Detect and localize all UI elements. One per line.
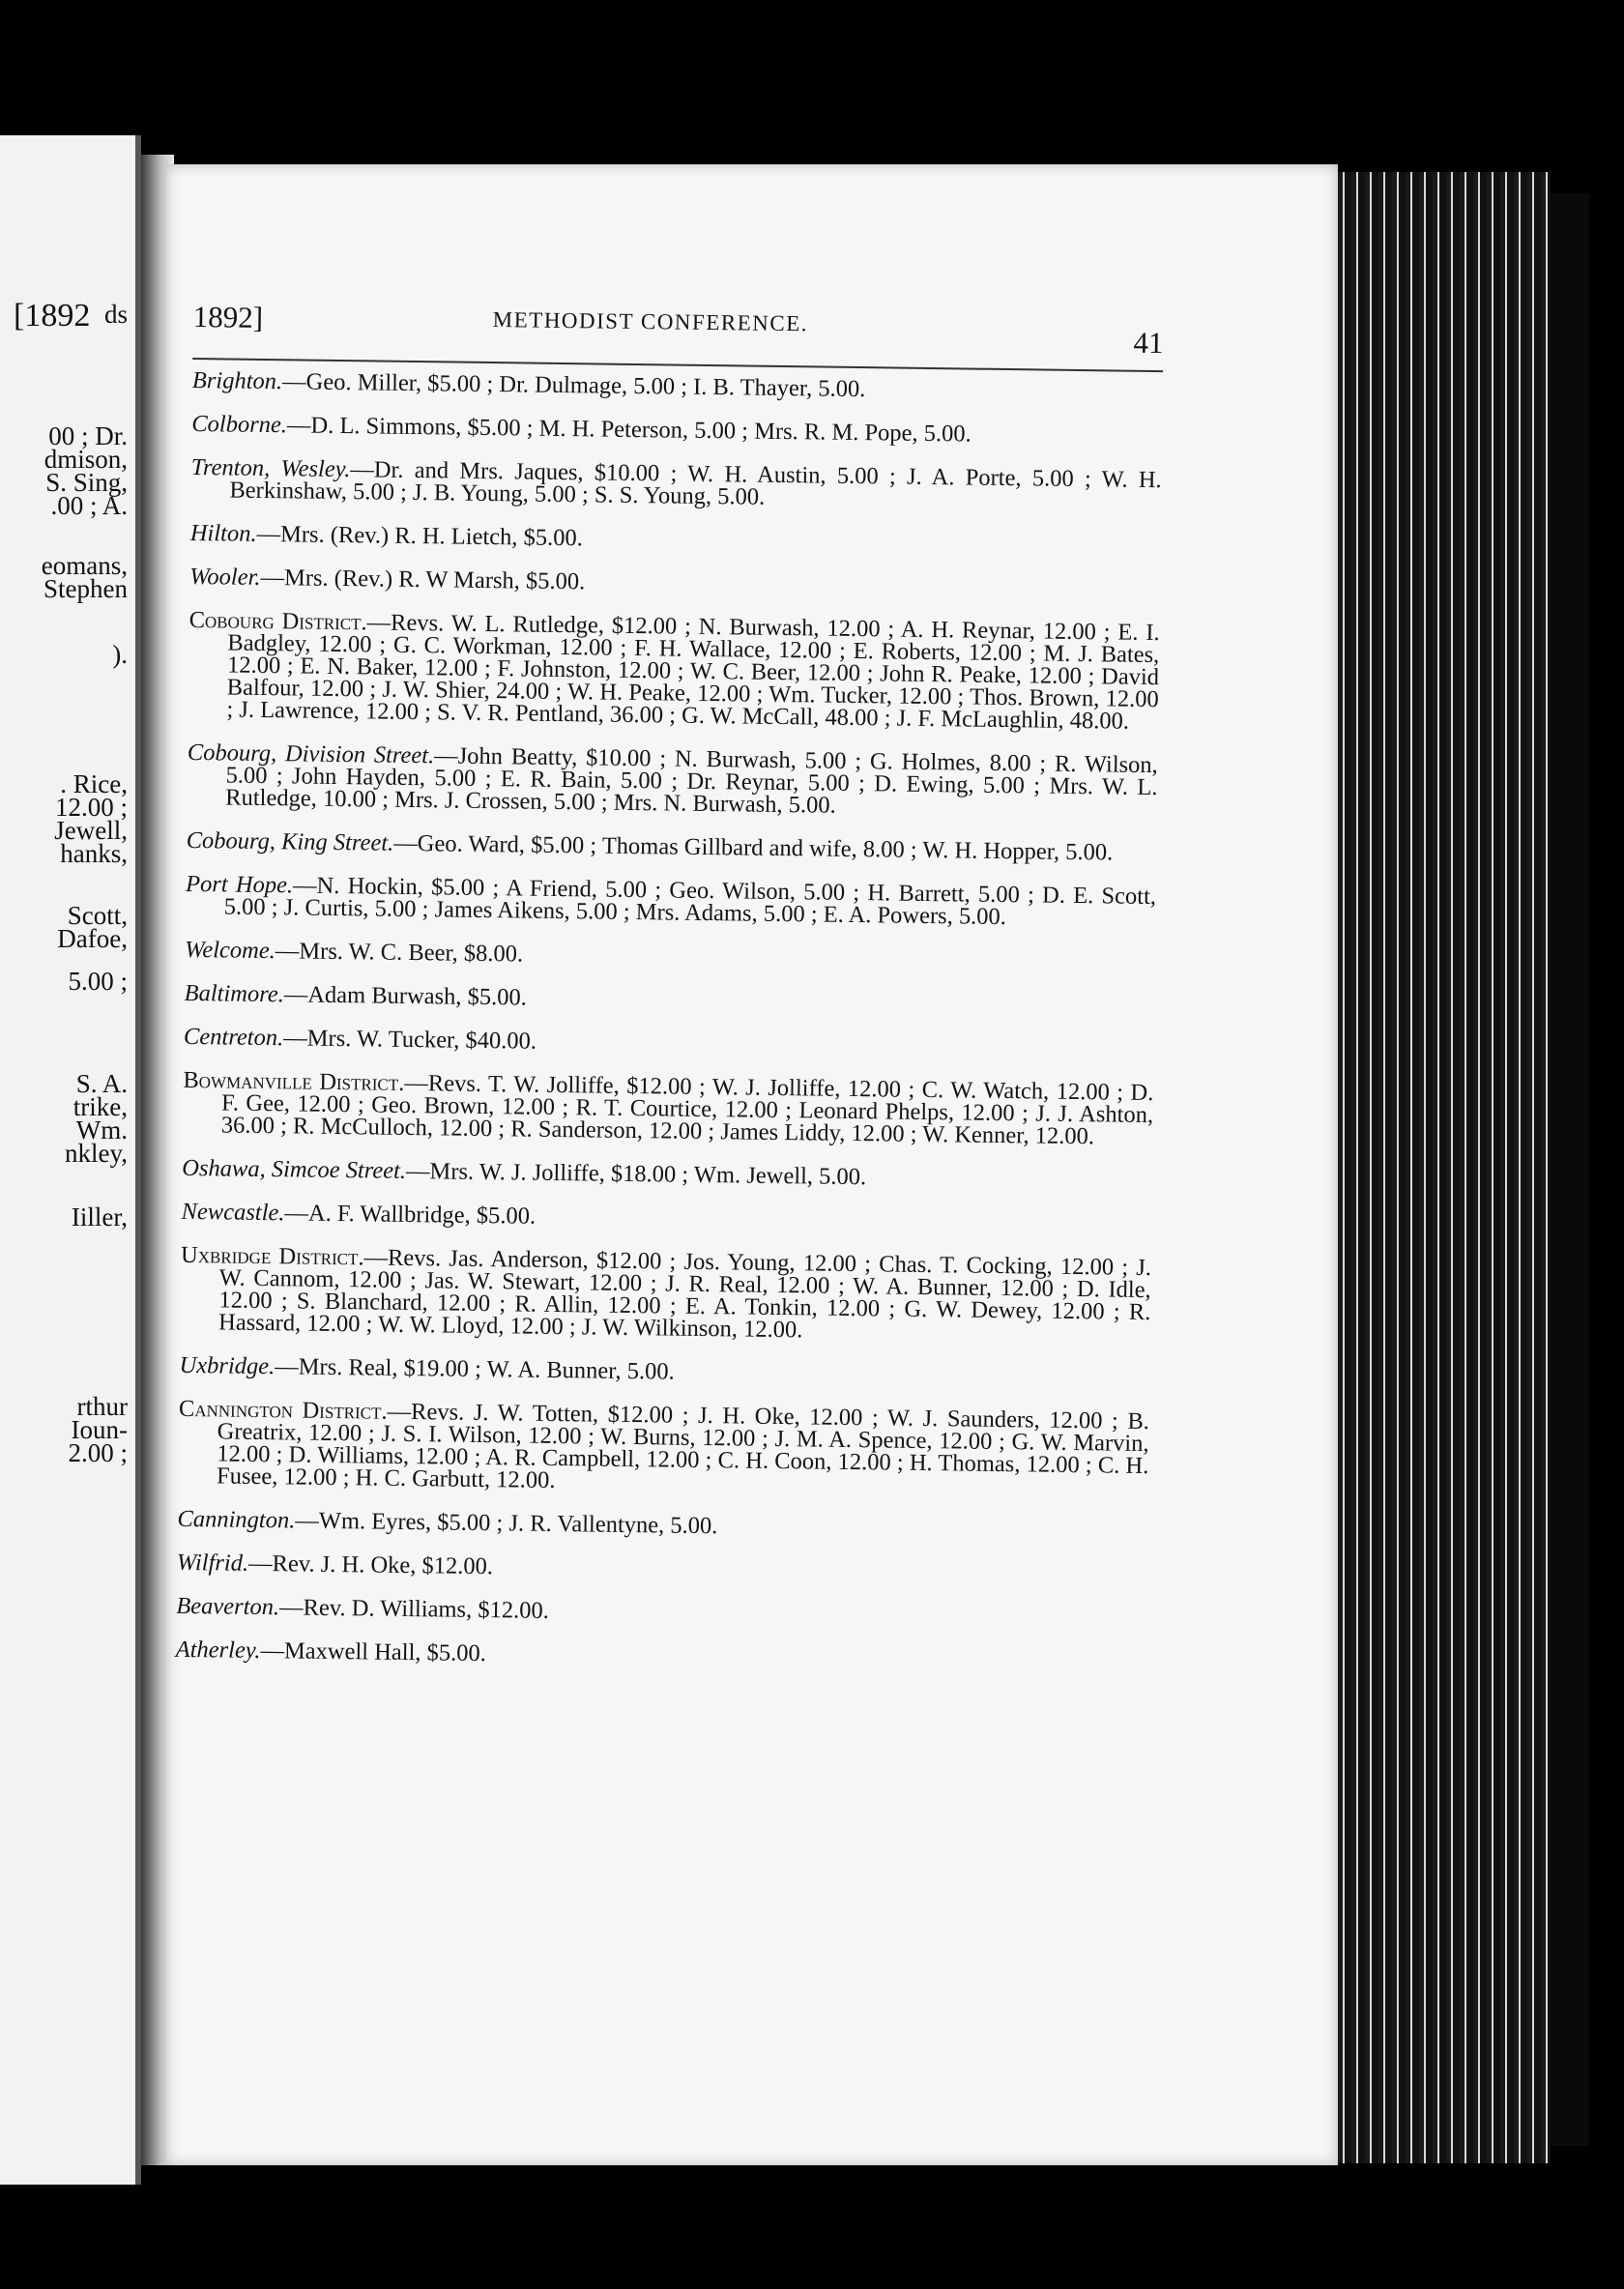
entry-text: —Mrs. W. Tucker, $40.00. xyxy=(283,1025,537,1055)
entry-text: —Maxwell Hall, $5.00. xyxy=(260,1637,487,1667)
entry-text: —Revs. J. W. Totten, $12.00 ; J. H. Oke, 12.00 ; W. J. Saunders, 12.00 ; B. Greatrix, 12.00 ; J. S. I. Wilson, 12.00 ; W. Burns, 12.00 ; J. M. A. Spence, 12.00 ; G. W. Marvin, 12.00 ; D. Williams, 12.00 ; A. R. Campbell, 12.00 ; C. H. Coon, 12.00 ; H. Thomas, 12.00 ; C. H. Fusee, 12.00 ; H. C. Garbutt, 12.00. xyxy=(216,1398,1150,1494)
donation-entry xyxy=(177,1505,1147,1543)
closed-page-stack xyxy=(1338,172,1551,2163)
left-fragment-f14: Dafoe, xyxy=(57,924,128,953)
entry-place: Cannington. xyxy=(177,1505,296,1534)
donation-entry xyxy=(180,1241,1152,1346)
donation-entry xyxy=(176,1592,1146,1630)
entry-place: Newcastle. xyxy=(181,1198,285,1227)
page-content xyxy=(175,300,1164,1695)
entry-text: —John Beatty, $10.00 ; N. Burwash, 5.00 ; G. Holmes, 8.00 ; R. Wilson, 5.00 ; John Hayden, 5.00 ; E. R. Bain, 5.00 ; Dr. Reynar, 5.00 ; D. Ewing, 5.00 ; Mrs. W. L. Rutledge, 10.00 ; Mrs. J. Crossen, 5.00 ; Mrs. N. Burwash, 5.00. xyxy=(225,742,1158,819)
entry-place: Cobourg, King Street. xyxy=(186,826,394,856)
left-fragment-f19: nkley, xyxy=(65,1139,128,1168)
left-fragment-f10: 12.00 ; xyxy=(54,793,128,822)
entry-place: Port Hope. xyxy=(185,870,294,899)
entry-place: Centreton. xyxy=(183,1023,284,1052)
left-fragment-f4: S. Sing, xyxy=(45,468,128,497)
entry-text: —Revs. Jas. Anderson, $12.00 ; Jos. Young, 12.00 ; Chas. T. Cocking, 12.00 ; J. W. Cannom, 12.00 ; Jas. W. Stewart, 12.00 ; J. R. Real, 12.00 ; W. A. Bunner, 12.00 ; D. Idle, 12.00 ; S. Blanchard, 12.00 ; R. Allin, 12.00 ; E. A. Tonkin, 12.00 ; G. W. Dewey, 12.00 ; R. Hassard, 12.00 ; W. W. Lloyd, 12.00 ; J. W. Wilkinson, 12.00. xyxy=(218,1244,1152,1344)
page-number: 41 xyxy=(1133,325,1164,361)
entry-text: —Mrs. W. J. Jolliffe, $18.00 ; Wm. Jewell, 5.00. xyxy=(405,1157,867,1191)
donation-entry xyxy=(185,936,1155,973)
entry-place: Welcome. xyxy=(185,936,276,965)
left-fragment-f3: dmison, xyxy=(44,445,128,474)
right-page xyxy=(166,164,1338,2165)
entry-text: —Rev. J. H. Oke, $12.00. xyxy=(247,1550,494,1580)
left-fragment-f20: Iiller, xyxy=(71,1202,128,1231)
left-fragment-f22: Ioun- xyxy=(71,1415,128,1444)
donation-entry xyxy=(191,366,1163,404)
donation-entry xyxy=(186,826,1157,866)
left-fragment-f17: trike, xyxy=(72,1092,128,1121)
donation-entry xyxy=(176,1638,1146,1673)
entry-place: Uxbridge. xyxy=(179,1351,276,1380)
left-fragment-f15: 5.00 ; xyxy=(68,967,128,996)
book-edge xyxy=(1551,193,1589,2146)
page-title: METHODIST CONFERENCE. xyxy=(492,307,809,336)
entry-place: Cobourg, Division Street. xyxy=(187,739,435,769)
entry-place: Atherley. xyxy=(175,1636,261,1665)
donation-entry xyxy=(179,1351,1149,1389)
entry-place: Wilfrid. xyxy=(176,1549,249,1577)
donation-entry xyxy=(183,1023,1154,1060)
entry-district: Cobourg District. xyxy=(188,606,367,636)
entry-text: —Adam Burwash, $5.00. xyxy=(283,981,528,1011)
entry-place: Wooler. xyxy=(189,563,261,591)
left-page-header: [1892 xyxy=(14,298,91,333)
entry-text: —Revs. W. L. Rutledge, $12.00 ; N. Burwash, 12.00 ; A. H. Reynar, 12.00 ; E. I. Badgley, 12.00 ; G. C. Workman, 12.00 ; F. H. Wallace, 12.00 ; E. Roberts, 12.00 ; M. J. Bates, 12.00 ; E. N. Baker, 12.00 ; F. Johnston, 12.00 ; W. C. Beer, 12.00 ; John R. Peake, 12.00 ; David Balfour, 12.00 ; J. W. Shier, 24.00 ; W. H. Peake, 12.00 ; Wm. Tucker, 12.00 ; Thos. Brown, 12.00 ; J. Lawrence, 12.00 ; S. V. R. Pentland, 36.00 ; G. W. McCall, 48.00 ; J. F. McLaughlin, 48.00. xyxy=(226,609,1160,735)
entry-text: —Revs. T. W. Jolliffe, $12.00 ; W. J. Jolliffe, 12.00 ; C. W. Watch, 12.00 ; D. F. Gee, 12.00 ; Geo. Brown, 12.00 ; R. T. Courtice, 12.00 ; Leonard Phelps, 12.00 ; J. J. Ashton, 36.00 ; R. McCulloch, 12.00 ; R. Sanderson, 12.00 ; James Liddy, 12.00 ; W. Kenner, 12.00. xyxy=(220,1069,1154,1150)
donation-entry xyxy=(187,741,1158,821)
entry-text: —A. F. Wallbridge, $5.00. xyxy=(284,1200,536,1230)
donation-entry xyxy=(188,606,1160,735)
entry-place: Beaverton. xyxy=(176,1592,280,1621)
entry-district: Uxbridge District. xyxy=(180,1241,364,1271)
entry-text: —D. L. Simmons, $5.00 ; M. H. Peterson, 5.00 ; Mrs. R. M. Pope, 5.00. xyxy=(286,412,972,448)
donation-entry xyxy=(191,410,1162,448)
entry-place: Hilton. xyxy=(189,519,257,547)
entry-place: Brighton. xyxy=(191,366,283,395)
donation-entry xyxy=(182,1154,1152,1192)
entry-district: Bowmanville District. xyxy=(183,1066,405,1096)
left-fragment-f6: eomans, xyxy=(41,551,128,580)
entry-text: —Mrs. (Rev.) R. H. Lietch, $5.00. xyxy=(256,520,584,552)
entry-text: —Mrs. Real, $19.00 ; W. A. Bunner, 5.00. xyxy=(275,1353,675,1385)
donation-entry xyxy=(177,1551,1147,1586)
donation-entry xyxy=(178,1395,1150,1499)
entry-place: Trenton, Wesley. xyxy=(190,453,351,483)
entry-text: —Dr. and Mrs. Jaques, $10.00 ; W. H. Austin, 5.00 ; J. A. Porte, 5.00 ; W. H. Berkinshaw, 5.00 ; J. B. Young, 5.00 ; S. S. Young, 5.00. xyxy=(229,456,1162,510)
running-head xyxy=(192,300,1164,372)
left-fragment-f23: 2.00 ; xyxy=(68,1438,128,1467)
left-fragment-f21: rthur xyxy=(76,1392,128,1421)
donation-entry xyxy=(189,565,1160,600)
entry-place: Oshawa, Simcoe Street. xyxy=(182,1154,407,1184)
left-fragment-f9: . Rice, xyxy=(60,769,128,798)
entry-text: —Rev. D. Williams, $12.00. xyxy=(278,1594,549,1624)
entry-place: Baltimore. xyxy=(184,979,284,1008)
left-fragment-f5: .00 ; A. xyxy=(50,491,128,520)
entry-text: —Geo. Ward, $5.00 ; Thomas Gillbard and wife, 8.00 ; W. H. Hopper, 5.00. xyxy=(393,829,1114,866)
donation-entry xyxy=(185,870,1157,931)
left-fragment-f18: Wm. xyxy=(75,1116,128,1144)
left-fragment-f12: hanks, xyxy=(60,839,128,868)
entry-text: —Mrs. (Rev.) R. W Marsh, $5.00. xyxy=(260,564,586,595)
page-year: 1892] xyxy=(192,300,264,334)
entry-text: —Wm. Eyres, $5.00 ; J. R. Vallentyne, 5.00. xyxy=(295,1507,718,1540)
left-facing-page xyxy=(0,135,141,2185)
donation-entry xyxy=(181,1198,1151,1235)
left-fragment-f1: ds xyxy=(103,300,128,329)
entry-text: —Geo. Miller, $5.00 ; Dr. Dulmage, 5.00 ; I. B. Thayer, 5.00. xyxy=(281,368,866,403)
left-fragment-f7: Stephen xyxy=(44,574,128,603)
entry-district: Cannington District. xyxy=(178,1395,388,1425)
left-fragment-f8: ). xyxy=(112,640,128,669)
left-fragment-f16: S. A. xyxy=(75,1069,128,1098)
entries-list xyxy=(175,366,1163,1673)
entry-text: —N. Hockin, $5.00 ; A Friend, 5.00 ; Geo. Wilson, 5.00 ; H. Barrett, 5.00 ; D. E. Scott, 5.00 ; J. Curtis, 5.00 ; James Aikens, 5.00 ; Mrs. Adams, 5.00 ; E. A. Powers, 5.00. xyxy=(223,872,1157,931)
donation-entry xyxy=(184,979,1154,1017)
entry-text: —Mrs. W. C. Beer, $8.00. xyxy=(275,938,524,968)
left-fragment-f2: 00 ; Dr. xyxy=(48,421,128,450)
donation-entry xyxy=(183,1066,1154,1150)
donation-entry xyxy=(190,453,1162,513)
left-fragment-f13: Scott, xyxy=(67,901,128,930)
left-fragment-f11: Jewell, xyxy=(54,816,128,845)
donation-entry xyxy=(189,519,1161,557)
entry-place: Colborne. xyxy=(191,410,288,439)
